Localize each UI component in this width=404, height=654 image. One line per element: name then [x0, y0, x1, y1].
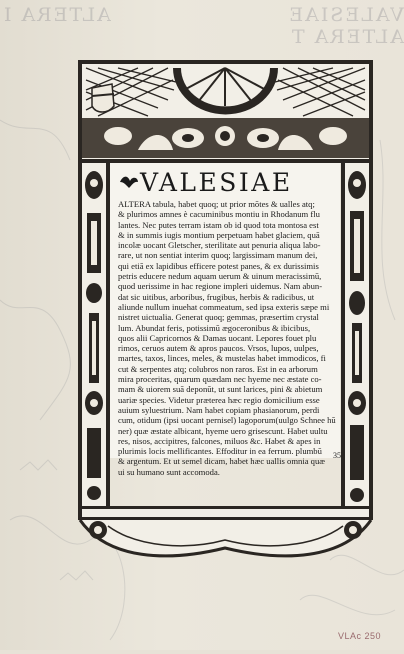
page-title: VALESIAE [140, 168, 293, 197]
ghost-heading-right: VALESIAE ALTERA T [287, 4, 404, 48]
body-line: lum. Abundat feris, potissimū ægoceronibus & ibicibus, [118, 322, 311, 333]
fleuron-icon [118, 173, 140, 191]
body-line: petris educere nedum aquam uerum & uinum meracissimū, [118, 271, 322, 282]
body-line: qui etiā ex lapidibus efficere potest panes, & ex durissimis [118, 260, 319, 271]
body-line: lantes. Nec putes terram istam ob id quod tota montosa est [118, 219, 319, 230]
body-line: uariæ species. Videtur præterea hæc regio domicilium esse [118, 394, 320, 405]
body-line: mam & uiorem suā deponūt, ut sunt larices, pini & abietum [118, 384, 323, 395]
woodcut-left-pillar [78, 163, 110, 508]
title-row [30, 168, 340, 197]
ghost-heading-left: ALTERA I [2, 4, 111, 26]
body-line: ner) quæ æstate albicant, hyeme uero grisescunt. Habet uultu [118, 425, 328, 436]
body-line: quod uerissime in hac regione impleri uidemus. Nam abun- [118, 281, 323, 292]
body-line: auium syluestrium. Nam habet copiam phasianorum, perdi [118, 404, 320, 415]
body-line: plurimis locis mellificantes. Effoditur in ea ferrum. plumbū [118, 446, 322, 457]
shelfmark-stamp: VLAc 250 [338, 631, 382, 641]
body-line: res, nisos, accipitres, falcones, miluos &c. Habet & apes in [118, 435, 321, 446]
body-line: ui su humano sunt accomoda. [118, 466, 220, 477]
body-line: & plurimos amnes è cacuminibus montiu in Rhodanum flu [118, 209, 320, 220]
woodcut-footer [78, 500, 373, 570]
woodcut-top-banner [78, 60, 373, 163]
body-line: quos alii Capricornos & Damas uocant. Lepores fouet plu [118, 332, 317, 343]
body-line: rare, ut non sentiat interim quoq; largissimam manum dei, [118, 250, 318, 261]
body-line: rimos, ceruos autem & apros paucos. Vrsos, lupos, uulpes, [118, 343, 319, 354]
body-line: aliunde nullum inuehat commeatum, sed ipsa exteris sæpe mi [118, 301, 330, 312]
body-line: mira proceritas, quarum quædam nec hyeme nec æstate co- [118, 374, 322, 385]
body-line: incolæ uocant Gletscher, sterilitate aut penuria aliqua labo- [118, 240, 321, 251]
folio-number: 35 [333, 451, 341, 460]
body-text [118, 199, 340, 477]
body-line: & in summis iugis montium perpetuam habet glaciem, quā [118, 229, 320, 240]
body-line: dat sic uitibus, arboribus, frugibus, herbis & radicibus, ut [118, 291, 315, 302]
body-line: cut & serpentes atq; colubros non raros. Est in ea arborum [118, 363, 318, 374]
body-line: nistret uictualia. Generat quoq; gemmas, præsertim crystal [118, 312, 319, 323]
body-line: & argentum. Et ut semel dicam, habet hæc uallis omnia quæ [118, 456, 326, 467]
body-line: cum, otidum (ipsi uocant pernisel) lagoporum(uulgo Schnee hū [118, 415, 336, 426]
body-line: martes, taxos, linces, meles, & mustelas habet immodicos, fi [118, 353, 326, 364]
woodcut-right-pillar [341, 163, 373, 508]
body-line: ALTERA tabula, habet quoq; ut prior mōtes & ualles atq; [118, 199, 315, 209]
